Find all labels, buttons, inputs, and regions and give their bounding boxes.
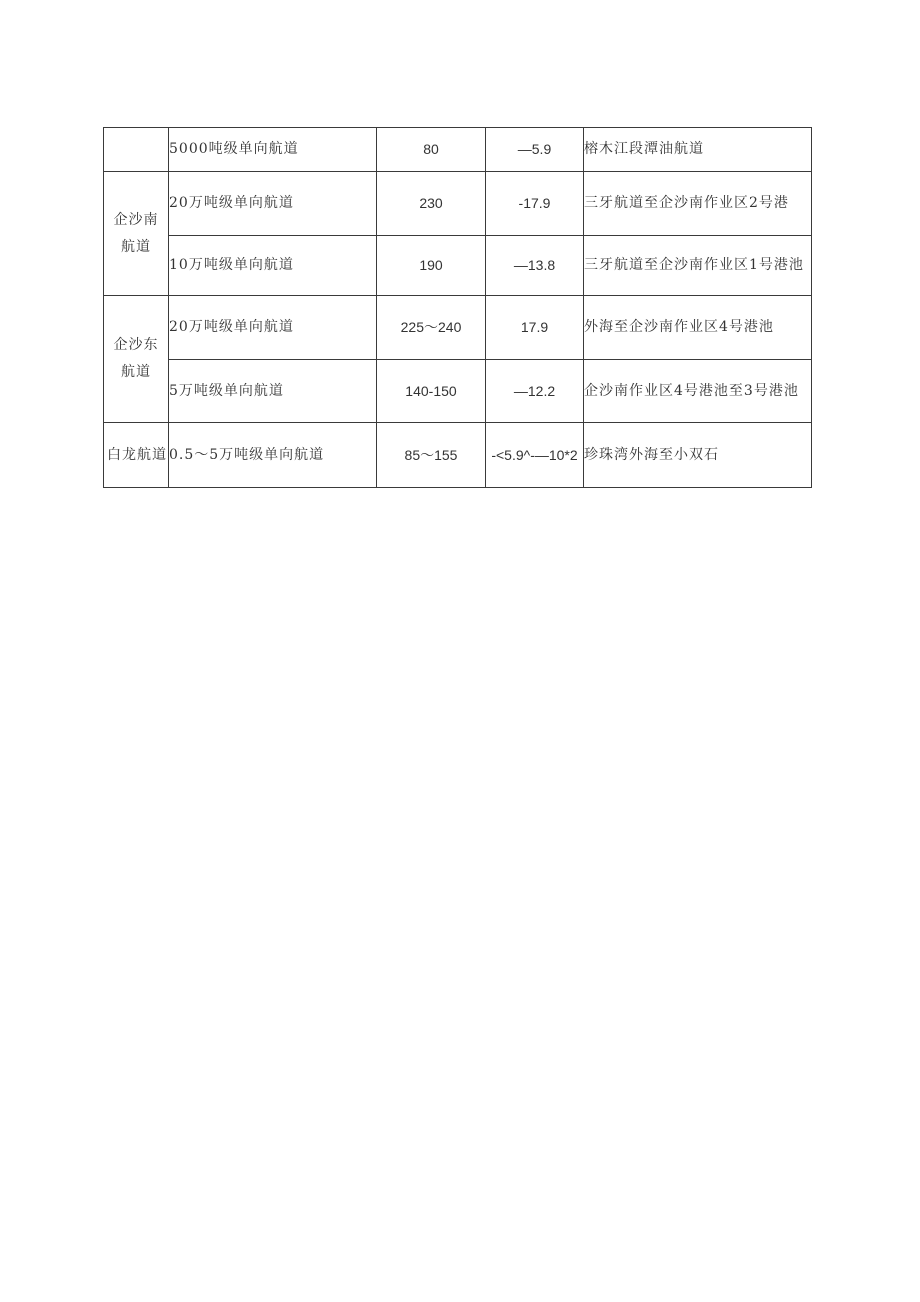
channel-spec-cell: 20万吨级单向航道 [169, 296, 377, 360]
table-row [104, 296, 812, 360]
channel-section-cell: 三牙航道至企沙南作业区1号港池 [584, 236, 812, 296]
channel-depth-cell: —13.8 [486, 236, 584, 296]
channel-width-cell: 225～240 [377, 296, 486, 360]
channel-name-line: 航道 [121, 364, 151, 380]
channel-width-cell: 140-150 [377, 360, 486, 423]
channel-depth-cell: —5.9 [486, 128, 584, 172]
channel-name-cell [104, 296, 169, 423]
table-row [104, 128, 812, 172]
channel-section-cell: 珍珠湾外海至小双石 [584, 423, 812, 488]
channel-section-cell: 企沙南作业区4号港池至3号港池 [584, 360, 812, 423]
channel-section-cell: 外海至企沙南作业区4号港池 [584, 296, 812, 360]
channel-width-cell: 80 [377, 128, 486, 172]
channel-name-line: 企沙东 [113, 337, 159, 353]
channel-spec-cell: 20万吨级单向航道 [169, 172, 377, 236]
channel-depth-cell: 17.9 [486, 296, 584, 360]
channel-spec-cell: 10万吨级单向航道 [169, 236, 377, 296]
channel-section-cell: 榕木江段潭油航道 [584, 128, 812, 172]
channel-depth-cell: -17.9 [486, 172, 584, 236]
channel-width-cell: 190 [377, 236, 486, 296]
channel-name-line: 航道 [121, 238, 151, 255]
channel-name-cell [104, 172, 169, 296]
channel-depth-cell: -<5.9^-—10*2 [486, 423, 584, 488]
table-row [104, 423, 812, 488]
channel-name-cell [104, 128, 169, 172]
channel-spec-cell: 5000吨级单向航道 [169, 128, 377, 172]
channel-name-line: 企沙南 [113, 211, 159, 228]
channel-table [103, 127, 812, 488]
channel-spec-cell: 5万吨级单向航道 [169, 360, 377, 423]
table-row [104, 236, 812, 296]
channel-section-cell: 三牙航道至企沙南作业区2号港 [584, 172, 812, 236]
channel-depth-cell: —12.2 [486, 360, 584, 423]
channel-spec-cell: 0.5～5万吨级单向航道 [169, 423, 377, 488]
channel-width-cell: 85～155 [377, 423, 486, 488]
table-row [104, 172, 812, 236]
channel-width-cell: 230 [377, 172, 486, 236]
table-row [104, 360, 812, 423]
channel-name-cell: 白龙航道 [104, 423, 169, 488]
